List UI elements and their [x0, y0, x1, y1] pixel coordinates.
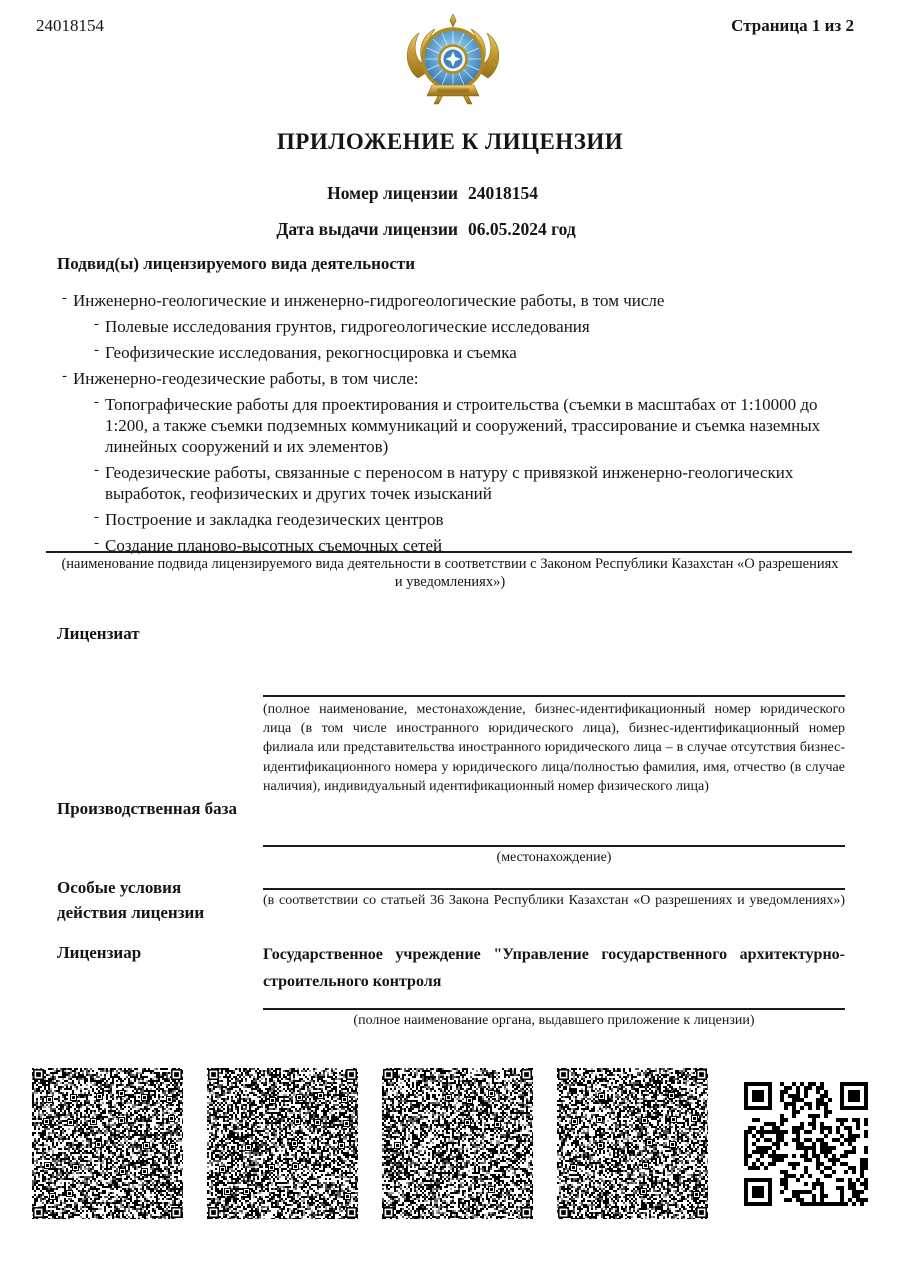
- kazakhstan-emblem-icon: [402, 12, 504, 108]
- production-base-fill-line: [263, 845, 845, 847]
- list-item: - Инженерно-геодезические работы, в том числе:: [57, 368, 849, 389]
- subtypes-caption-line2: и уведомлениях»): [394, 573, 506, 590]
- list-item: - Инженерно-геологические и инженерно-гидрогеологические работы, в том числе: [57, 290, 849, 311]
- list-item: - Построение и закладка геодезических центров: [57, 509, 849, 530]
- subtypes-caption: [28, 556, 872, 591]
- licensor-fill-line: [263, 1008, 845, 1010]
- subtypes-heading: Подвид(ы) лицензируемого вида деятельности: [57, 254, 416, 273]
- licensee-caption: (полное наименование, местонахождение, бизнес-идентификационный номер юридического лица (в том числе иностранного юридического лица), бизнес-идентификационный номер филиала или представительства иностранного юридического лица – в случае отсутствия бизнес-идентификационного номера у юридического лица/полностью фамилия, имя, отчество (в случае наличия), индивидуальный идентификационный номер физического лица): [263, 702, 845, 794]
- licensor-value: Государственное учреждение "Управление государственного архитектурно-строительного контроля: [263, 946, 845, 990]
- issue-date-row: [0, 219, 900, 241]
- page-title: ПРИЛОЖЕНИЕ К ЛИЦЕНЗИИ: [276, 129, 624, 154]
- licensor-caption: (полное наименование органа, выдавшего приложение к лицензии): [353, 1013, 755, 1028]
- doc-number: 24018154: [36, 16, 104, 35]
- list-item: - Полевые исследования грунтов, гидрогеологические исследования: [57, 316, 849, 337]
- special-conditions-caption: (в соответствии со статьей 36 Закона Республики Казахстан «О разрешениях и уведомлениях»): [263, 893, 845, 908]
- subtypes-list: [57, 290, 849, 561]
- barcode-1: [32, 1068, 183, 1219]
- production-base-label: Производственная база: [57, 799, 237, 818]
- license-number-label: Номер лицензии: [327, 183, 458, 203]
- list-item: - Топографические работы для проектирования и строительства (съемки в масштабах от 1:10000 до 1:200, а также съемки подземных коммуникаций и сооружений, трассирование и съемка наземных линейных сооружений и их элементов): [57, 394, 849, 457]
- list-item: - Геодезические работы, связанные с переносом в натуру с привязкой инженерно-геологических выработок, геофизических и других точек изысканий: [57, 462, 849, 504]
- special-conditions-label-line2: действия лицензии: [57, 903, 205, 922]
- issue-date-label: Дата выдачи лицензии: [276, 219, 458, 239]
- qr-code: [739, 1077, 873, 1211]
- special-conditions-fill-line: [263, 888, 845, 890]
- license-number-value: 24018154: [468, 183, 538, 203]
- barcode-2: [207, 1068, 358, 1219]
- licensee-fill-line: [263, 695, 845, 697]
- page-indicator: Страница 1 из 2: [731, 16, 854, 35]
- issue-date-value: 06.05.2024 год: [468, 219, 576, 239]
- production-base-caption: (местонахождение): [496, 850, 612, 865]
- special-conditions-label: [57, 875, 204, 925]
- divider-line: [46, 551, 852, 553]
- list-item: - Геофизические исследования, рекогносцировка и съемка: [57, 342, 849, 363]
- licensor-label: Лицензиар: [57, 943, 142, 962]
- barcode-4: [557, 1068, 708, 1219]
- licensee-label: Лицензиат: [57, 624, 140, 643]
- subtypes-caption-line1: (наименование подвида лицензируемого вида деятельности в соответствии с Законом Республики Казахстан «О разрешениях: [61, 556, 839, 572]
- special-conditions-label-line1: Особые условия: [57, 878, 182, 897]
- barcode-3: [382, 1068, 533, 1219]
- list-item: - Создание планово-высотных съемочных сетей: [57, 535, 849, 556]
- license-number-row: [0, 183, 900, 205]
